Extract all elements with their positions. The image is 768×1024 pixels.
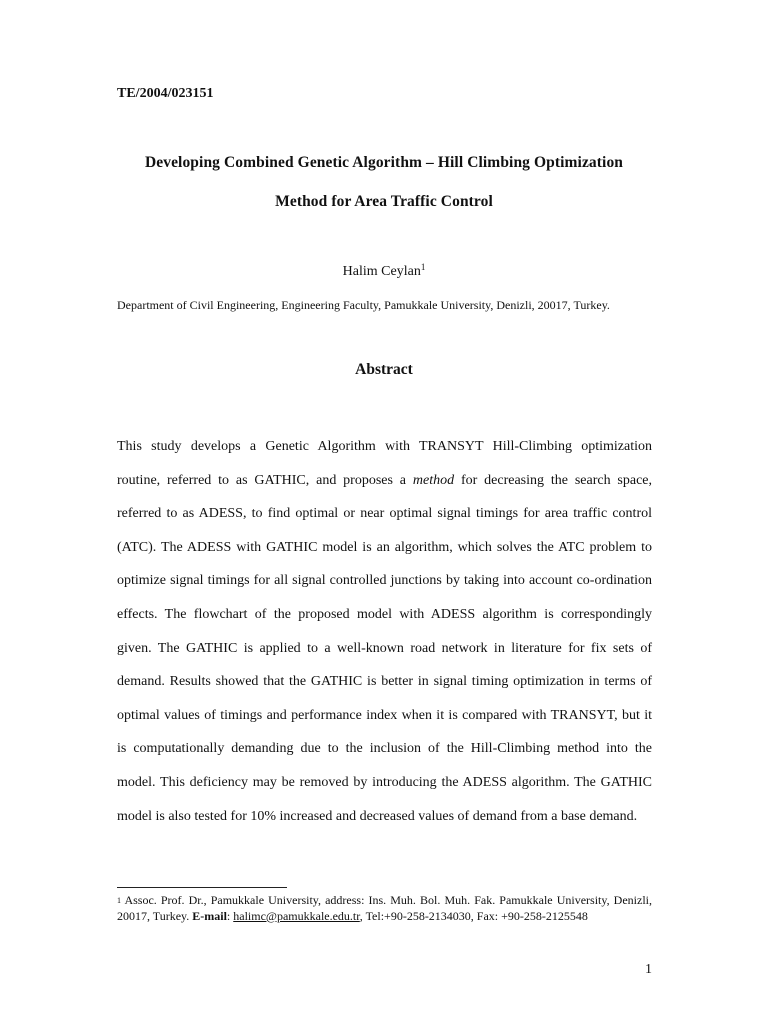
abstract-line: effects. The flowchart of the proposed model with ADESS algorithm is correspondingly [117,606,652,622]
footnote-rule [117,887,287,888]
abstract-line: optimize signal timings for all signal controlled junctions by taking into account co-ordination [117,573,652,589]
abstract-line: is computationally demanding due to the inclusion of the Hill-Climbing method into the [117,741,652,757]
footnote-line-2: 20017, Turkey. E-mail: halimc@pamukkale.edu.tr, Tel:+90-258-2134030, Fax: +90-258-2125548 [117,908,588,923]
abstract-line: demand. Results showed that the GATHIC is better in signal timing optimization in terms of [117,674,652,690]
paper-title-line-2: Method for Area Traffic Control [275,193,493,210]
abstract-body [117,430,652,833]
email-link[interactable]: halimc@pamukkale.edu.tr [233,908,360,923]
footnote-marker: 1 [117,896,121,905]
abstract-line: given. The GATHIC is applied to a well-known road network in literature for fix sets of [117,640,652,656]
author-footnote-marker: 1 [420,262,426,272]
email-label: E-mail [192,908,227,923]
footnote-line-1: $^1$ Assoc. Prof. Dr., Pamukkale University, address: Ins. Muh. Bol. Muh. Fak. Pamukkale University, Denizli, [117,893,652,907]
paper-title-line-1: Developing Combined Genetic Algorithm – Hill Climbing Optimization [144,154,624,171]
abstract-line: model is also tested for 10% increased and decreased values of demand from a base demand. [117,808,638,824]
abstract-line: This study develops a Genetic Algorithm with TRANSYT Hill-Climbing optimization [117,439,652,454]
abstract-line: referred to as ADESS, to find optimal or near optimal signal timings for area traffic control [117,506,652,522]
author-name: Halim Ceylan [342,264,421,279]
abstract-line: routine, referred to as GATHIC, and proposes a method for decreasing the search space, [117,472,653,488]
affiliation: Department of Civil Engineering, Engineering Faculty, Pamukkale University, Denizli, 20017, Turkey. [117,298,610,312]
abstract-line: (ATC). The ADESS with GATHIC model is an algorithm, which solves the ATC problem to [117,539,652,555]
page-number: 1 [645,962,652,977]
abstract-heading: Abstract [355,361,413,378]
abstract-emphasis: method [412,472,455,488]
author [0,264,768,280]
abstract-line: optimal values of timings and performance index when it is compared with TRANSYT, but it [117,707,652,723]
abstract-line: model. This deficiency may be removed by introducing the ADESS algorithm. The GATHIC [117,774,652,790]
footnote [117,893,652,924]
document-reference: TE/2004/023151 [117,86,214,101]
